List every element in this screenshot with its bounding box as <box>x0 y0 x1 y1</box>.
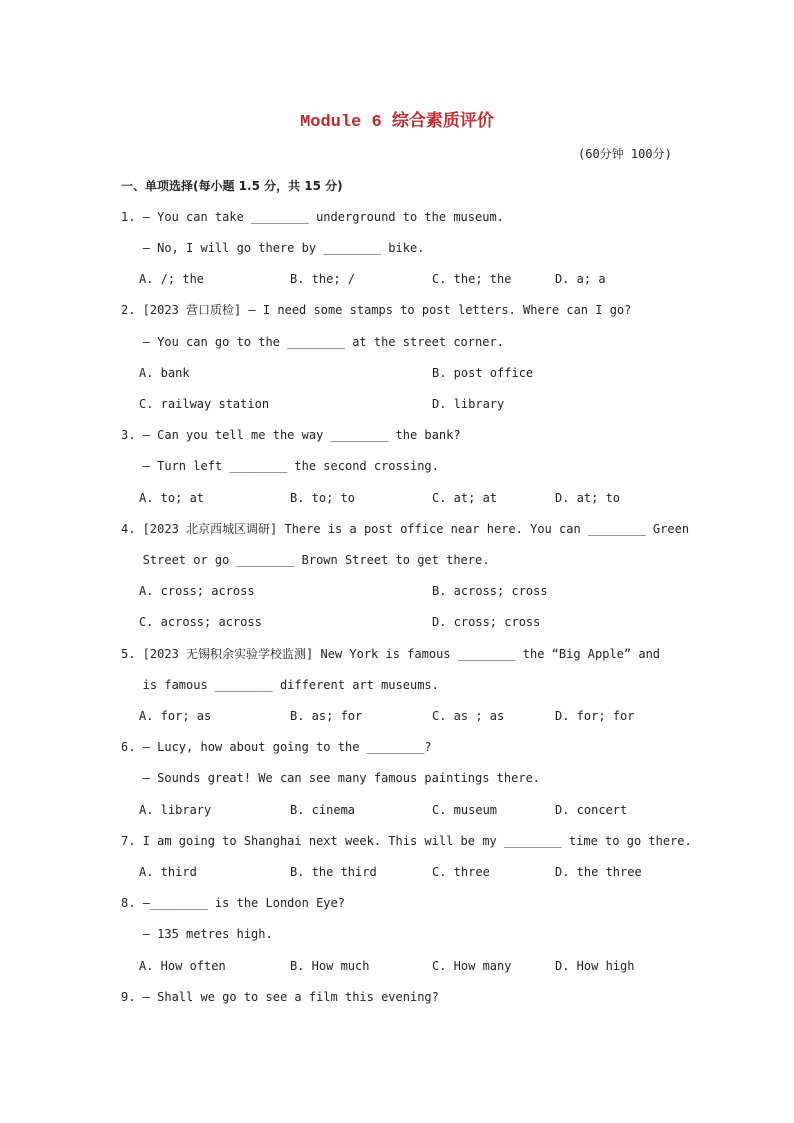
option-c: C. railway station <box>139 397 270 411</box>
option-a: A. library <box>139 803 212 817</box>
time-score: (60分钟 100分) <box>578 147 672 161</box>
question-line: — No, I will go there by ________ bike. <box>121 241 425 255</box>
option-d: D. cross; cross <box>432 615 541 629</box>
page-title: Module 6 综合素质评价 <box>300 113 494 132</box>
question-line: 6. — Lucy, how about going to the ________? <box>121 740 432 754</box>
option-b: B. post office <box>432 366 534 380</box>
question-line: 3. — Can you tell me the way ________ the bank? <box>121 428 461 442</box>
question-line: 5. [2023 无锡积余实验学校监测] New York is famous ________ the “Big Apple” and <box>121 647 661 661</box>
question-line: 7. I am going to Shanghai next week. This will be my ________ time to go there. <box>121 834 692 848</box>
option-b: B. the; / <box>290 272 356 286</box>
option-d: D. library <box>432 397 505 411</box>
option-c: C. the; the <box>432 272 512 286</box>
question-line: 4. [2023 北京西城区调研] There is a post office near here. You can ________ Green <box>121 522 690 536</box>
section-heading: 一、单项选择(每小题 1.5 分，共 15 分) <box>121 179 343 193</box>
option-c: C. How many <box>432 959 512 973</box>
option-c: C. three <box>432 865 490 879</box>
option-b: B. cinema <box>290 803 356 817</box>
question-line: Street or go ________ Brown Street to get there. <box>121 553 490 567</box>
option-d: D. the three <box>555 865 642 879</box>
option-c: C. at; at <box>432 491 498 505</box>
question-line: 2. [2023 营口质检] — I need some stamps to post letters. Where can I go? <box>121 303 632 317</box>
option-c: C. as ; as <box>432 709 505 723</box>
question-line: 8. —________ is the London Eye? <box>121 896 345 910</box>
option-d: D. concert <box>555 803 628 817</box>
option-d: D. How high <box>555 959 635 973</box>
question-line: — 135 metres high. <box>121 927 273 941</box>
option-a: A. for; as <box>139 709 212 723</box>
question-line: — Sounds great! We can see many famous paintings there. <box>121 771 541 785</box>
option-b: B. How much <box>290 959 370 973</box>
option-a: A. cross; across <box>139 584 255 598</box>
option-a: A. /; the <box>139 272 205 286</box>
question-line: 9. — Shall we go to see a film this evening? <box>121 990 439 1004</box>
question-line: is famous ________ different art museums. <box>121 678 439 692</box>
option-a: A. How often <box>139 959 226 973</box>
option-b: B. to; to <box>290 491 356 505</box>
option-a: A. third <box>139 865 197 879</box>
option-a: A. to; at <box>139 491 205 505</box>
option-d: D. at; to <box>555 491 621 505</box>
option-c: C. across; across <box>139 615 262 629</box>
question-line: — You can go to the ________ at the street corner. <box>121 335 504 349</box>
option-c: C. museum <box>432 803 498 817</box>
option-b: B. as; for <box>290 709 363 723</box>
option-d: D. for; for <box>555 709 635 723</box>
option-b: B. across; cross <box>432 584 548 598</box>
question-line: 1. — You can take ________ underground to the museum. <box>121 210 504 224</box>
option-a: A. bank <box>139 366 190 380</box>
option-d: D. a; a <box>555 272 606 286</box>
option-b: B. the third <box>290 865 377 879</box>
question-line: — Turn left ________ the second crossing. <box>121 459 439 473</box>
